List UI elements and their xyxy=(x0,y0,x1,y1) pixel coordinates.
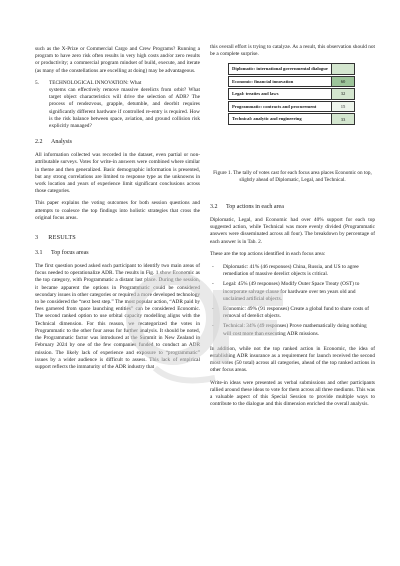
right-column-lower xyxy=(210,200,375,413)
right-column xyxy=(210,0,375,63)
figure-row-economic xyxy=(228,76,358,89)
list-item-text: Legal: 45% (49 responses) Modify Outer Space Treaty (OST) to incorporate salvage clause for hardware over ten years old and unclaimed artificial objects. xyxy=(223,281,360,302)
writein-paragraph: Write-in ideas were presented as verbal submissions and other participants rallied around these ideas to vote for them across all three mediums. This was a valuable aspect of this Special Session to provide multiple ways to contribute to the dialogue and this dimension enriched the overall analysis. xyxy=(210,379,375,408)
list-item-text: Diplomatic: 41% (46 responses) China, Russia, and US to agree remediation of massive derelict objects is critical. xyxy=(223,264,359,278)
figure-row-label: Programmatic: contracts and procurement xyxy=(228,101,331,113)
numbered-item-5 xyxy=(35,80,200,130)
intro-continuation: such as the X-Prize or Commercial Cargo and Crew Programs? Running a program to have zero risk often results in very high costs and/or zero results or productivity; a commercial program mindset of build, execute, and iterate (as many of the constellations are excelling at doing) may be advantageous. xyxy=(35,46,200,74)
figure-row-value xyxy=(331,63,355,75)
analysis-paragraph-2: This paper explains the voting outcomes for both session questions and attempts to coalesce the top findings into holistic strategies that cross the original focus areas. xyxy=(35,200,200,221)
item-body: systems can effectively remove massive derelicts from orbit? What target object characteristics will drive the selection of ADR? The process of rendezvous, grapple, detumble, and deorbit requires significantly different hardware if controlled re-entry is required. How is the risk balance between space, aviation, and ground collision risk explicitly managed? xyxy=(49,87,200,130)
top-actions-list xyxy=(210,264,375,338)
list-item-text: Economic: 49% (91 responses) Create a global fund to share costs of removal of derelict objects. xyxy=(223,306,370,320)
section-3-1-heading xyxy=(35,250,200,256)
figure-row-programmatic xyxy=(228,101,358,114)
right-top-paragraph: this overall effort is trying to catalyze. As a result, this observation should not be a complete surprise. xyxy=(210,44,375,58)
section-title: Top focus areas xyxy=(51,250,89,257)
list-item-text: Technical: 34% (49 responses) Prove mathematically doing nothing will cost more than executing ADR missions. xyxy=(223,323,367,337)
results-paragraph: The first question posed asked each participant to identify two main areas of focus needed to operationalize ADR. The results in Fig. 1 show Economic as the top category, with Programmatic a distant last place. During the session, it became apparent the options in Programmatic could be considered secondary issues in other categories or required a more developed technology to be considered the “next best step.” The most popular action, “ADR paid by fees garnered from space launching entities” can be considered Economic. The second ranked option to use orbital capacity modelling aligns with the Technical dimension. For this reason, we recategorized the votes in Programmatic to the other four areas for further analysis. It should be noted, the Programmatic factor was introduced at the Summit in New Zealand in February 2024 by one of the few companies funded to conduct an ADR mission. The likely lack of experience and exposure to “programmatic” issues by a wider audience is difficult to assess. This lack of empirical support reflects the immaturity of the ADR industry that xyxy=(35,263,200,370)
figure-row-value: 60 xyxy=(331,76,355,88)
figure-row-technical xyxy=(228,113,358,126)
list-item: - Diplomatic: 41% (46 responses) China, Russia, and US to agree remediation of massive derelict objects is critical. xyxy=(212,264,359,278)
section-number: 2.2 xyxy=(35,139,43,146)
figure-row-label: Technical: analytic and engineering xyxy=(228,113,331,125)
figure-caption: Figure 1. The tally of votes cast for each focus area places Economic on top, slightly ahead of Diplomatic, Legal, and Technical. xyxy=(213,170,372,183)
section-number: 3 xyxy=(35,234,39,242)
list-item: - Economic: 49% (91 responses) Create a global fund to share costs of removal of derelict objects. xyxy=(212,306,370,320)
list-item: - Technical: 34% (49 responses) Prove mathematically doing nothing will cost more than executing ADR missions. xyxy=(212,323,367,337)
section-2-2-heading xyxy=(35,139,200,145)
section-number: 3.2 xyxy=(210,204,218,210)
figure-row-label: Legal: treaties and laws xyxy=(228,88,331,100)
item-lead: TECHNOLOGICAL INNOVATION: What xyxy=(49,79,142,86)
figure-row-value: 15 xyxy=(331,101,355,113)
addition-paragraph: In addition, while not the top ranked action in Economic, the idea of establishing ADR insurance as a requirement for launch received the second most votes (50 total) across all categories, ahead of the top ranked actions in other focus areas. xyxy=(210,345,375,374)
section-title: Top actions in each area xyxy=(226,204,284,210)
figure-row-value: 32 xyxy=(331,88,355,100)
section-3-heading xyxy=(35,234,200,241)
figure-1 xyxy=(228,63,358,126)
figure-row-legal xyxy=(228,88,358,101)
figure-row-label: Diplomatic: international governmental dialogue xyxy=(228,63,331,75)
figure-row-label: Economic: financial innovation xyxy=(228,76,331,88)
section-title: Analysis xyxy=(51,139,72,146)
figure-row-value: 33 xyxy=(331,113,355,125)
analysis-paragraph-1: All information collected was recorded in the dataset, even partial or non-attributable surveys. Votes for write-in answers were combined where similar in theme and then generalized. Basic demographic information is presented, but any strong correlations are limited to response type as the unknowns in work location and years of experience limit significant conclusions across those categories. xyxy=(35,152,200,195)
section-number: 3.1 xyxy=(35,250,43,257)
figure-row-diplomatic xyxy=(228,63,358,76)
left-column xyxy=(35,0,200,376)
list-item: - Legal: 45% (49 responses) Modify Outer Space Treaty (OST) to incorporate salvage clause for hardware over ten years old and unclaimed artificial objects. xyxy=(212,281,360,302)
actions-paragraph: Diplomatic, Legal, and Economic had over 40% support for each top suggested action, while Technical was more evenly divided (Programmatic answers were disseminated across all four). The breakdown by percentage of each answer is in Tab. 2. xyxy=(210,217,375,245)
section-3-2-heading xyxy=(210,204,375,210)
section-title: RESULTS xyxy=(48,234,76,242)
list-intro: These are the top actions identified in each focus area: xyxy=(210,250,326,257)
item-number: 5. xyxy=(35,79,39,86)
